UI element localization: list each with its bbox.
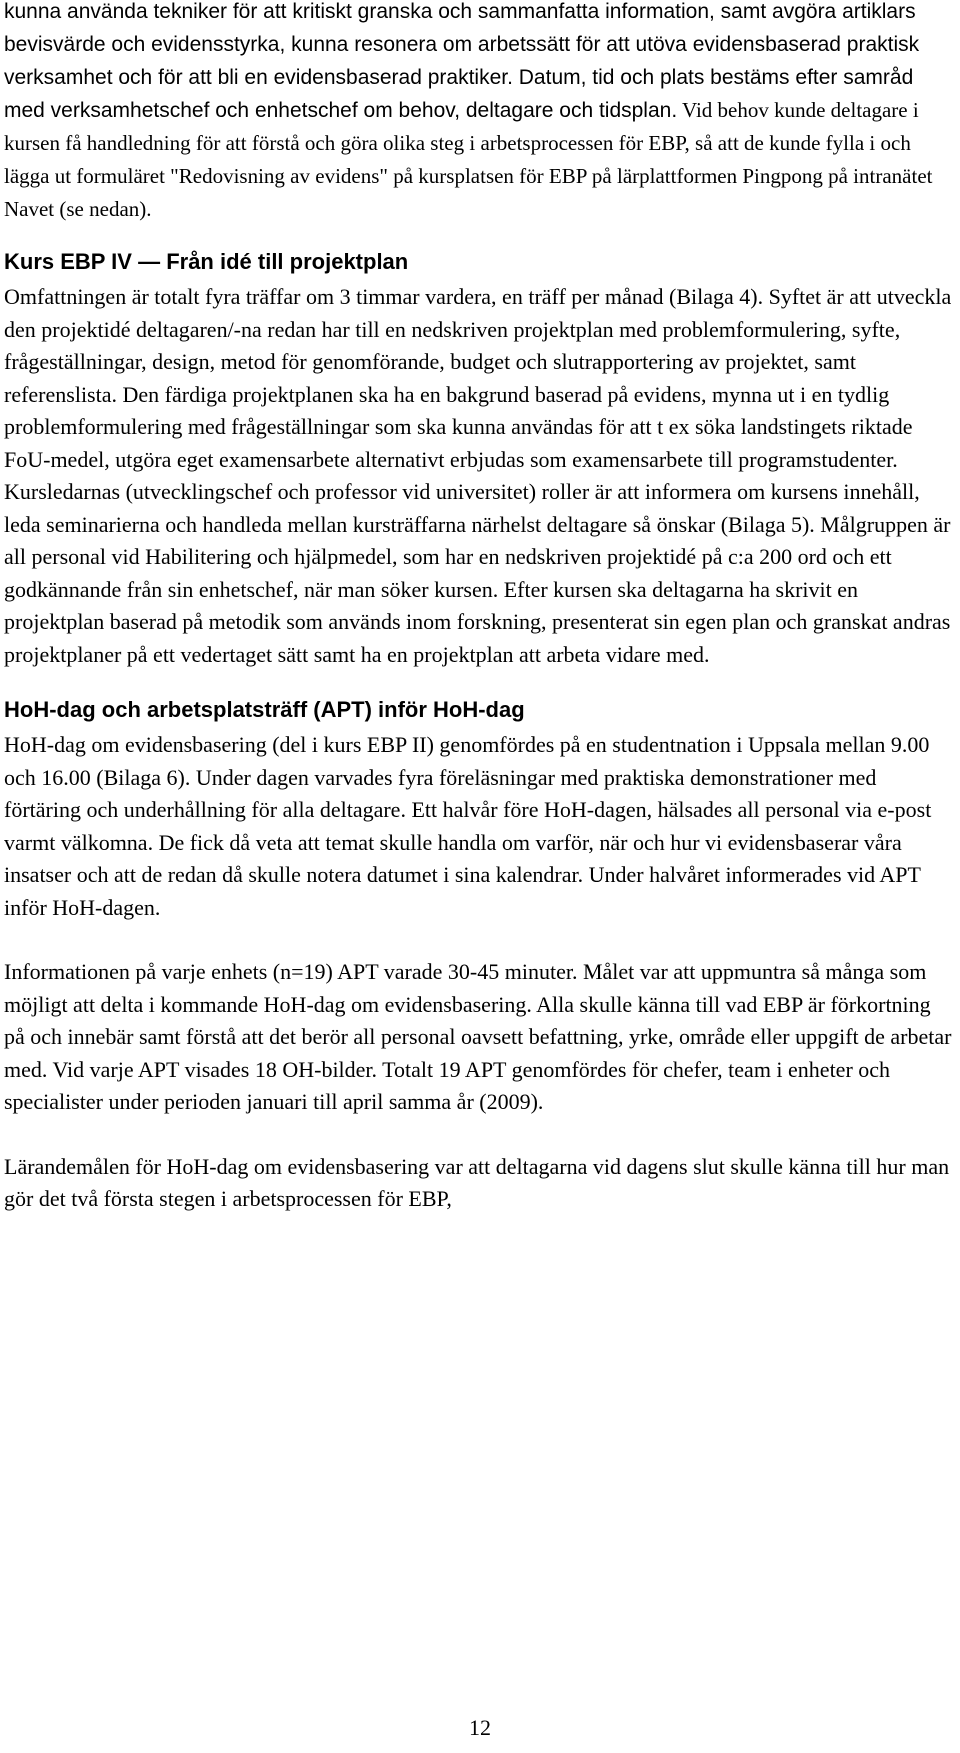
intro-text-serif: Vid behov kunde deltagare i kursen få handledning för att förstå och göra olika steg i arbetsprocessen för EBP, så att de kunde fylla i och lägga ut formuläret "Redovisning av evidens" på kursplatsen för EBP på lärplattformen Pingpong på intranätet Navet (se nedan). [4,98,933,221]
intro-paragraph [4,0,954,226]
page-number: 12 [469,1715,491,1740]
section-hoh-dag-paragraph-3: Lärandemålen för HoH-dag om evidensbasering var att deltagarna vid dagens slut skulle känna till hur man gör det två första stegen i arbetsprocessen för EBP, [4,1153,950,1211]
section-hoh-dag-paragraph-1: HoH-dag om evidensbasering (del i kurs EBP II) genomfördes på en studentnation i Uppsala mellan 9.00 och 16.00 (Bilaga 6). Under dagen varvades fyra föreläsningar med praktiska demonstrationer med förtäring och underhållning för alla deltagare. Ett halvår före HoH-dagen, hälsades all personal via e-post varmt välkomna. De fick då veta att temat skulle handla om varför, när och hur vi evidensbaserar våra insatser och att de redan då skulle notera datumet i sina kalendrar. Under halvåret informerades vid APT inför HoH-dagen. [4,732,932,920]
section-hoh-dag-paragraph-2: Informationen på varje enhets (n=19) APT varade 30-45 minuter. Målet var att uppmuntra så många som möjligt att delta i kommande HoH-dag om evidensbasering. Alla skulle känna till vad EBP är förkortning på och innebär samt förstå att det berör all personal oavsett befattning, yrke, område eller uppgift de arbetar med. Vid varje APT visades 18 OH-bilder. Totalt 19 APT genomfördes för chefer, team i enheter och specialister under perioden januari till april samma år (2009). [4,959,952,1114]
section-heading-kurs-ebp-iv: Kurs EBP IV — Från idé till projektplan [4,249,409,274]
section-heading-hoh-dag: HoH-dag och arbetsplatsträff (APT) inför HoH-dag [4,697,525,722]
document-page [4,0,954,1216]
intro-text-sans: kunna använda tekniker för att kritiskt granska och sammanfatta information, samt avgöra artiklars bevisvärde och evidensstyrka, kunna resonera om arbetssätt för att utöva evidensbaserad praktisk verksamhet och för att bli en evidensbaserad praktiker. Datum, tid och plats bestäms efter samråd med verksamhetschef och enhetschef om behov, deltagare och tidsplan. [4,0,920,122]
section-kurs-ebp-iv-body: Omfattningen är totalt fyra träffar om 3 timmar vardera, en träff per månad (Bilaga 4). Syftet är att utveckla den projektidé deltagaren/-na redan har till en nedskriven projektplan med problemformulering, syfte, frågeställningar, design, metod för genomförande, budget och slutrapportering av projektet, samt referenslista. Den färdiga projektplanen ska ha en bakgrund baserad på evidens, mynna ut i en tydlig problemformulering med frågeställningar som ska kunna användas för att t ex söka landstingets riktade FoU-medel, utgöra eget examensarbete alternativt erbjudas som examensarbete till programstudenter. Kursledarnas (utvecklingschef och professor vid universitet) roller är att informera om kursens innehåll, leda seminarierna och handleda mellan kursträffarna närhelst deltagare så önskar (Bilaga 5). Målgruppen är all personal vid Habilitering och hjälpmedel, som har en nedskriven projektidé på c:a 200 ord och ett godkännande från sin enhetschef, när man söker kursen. Efter kursen ska deltagarna ha skrivit en projektplan baserad på metodik som används inom forskning, presenterat sin egen plan och granskat andras projektplaner på ett vedertaget sätt samt ha en projektplan att arbeta vidare med. [4,284,952,667]
